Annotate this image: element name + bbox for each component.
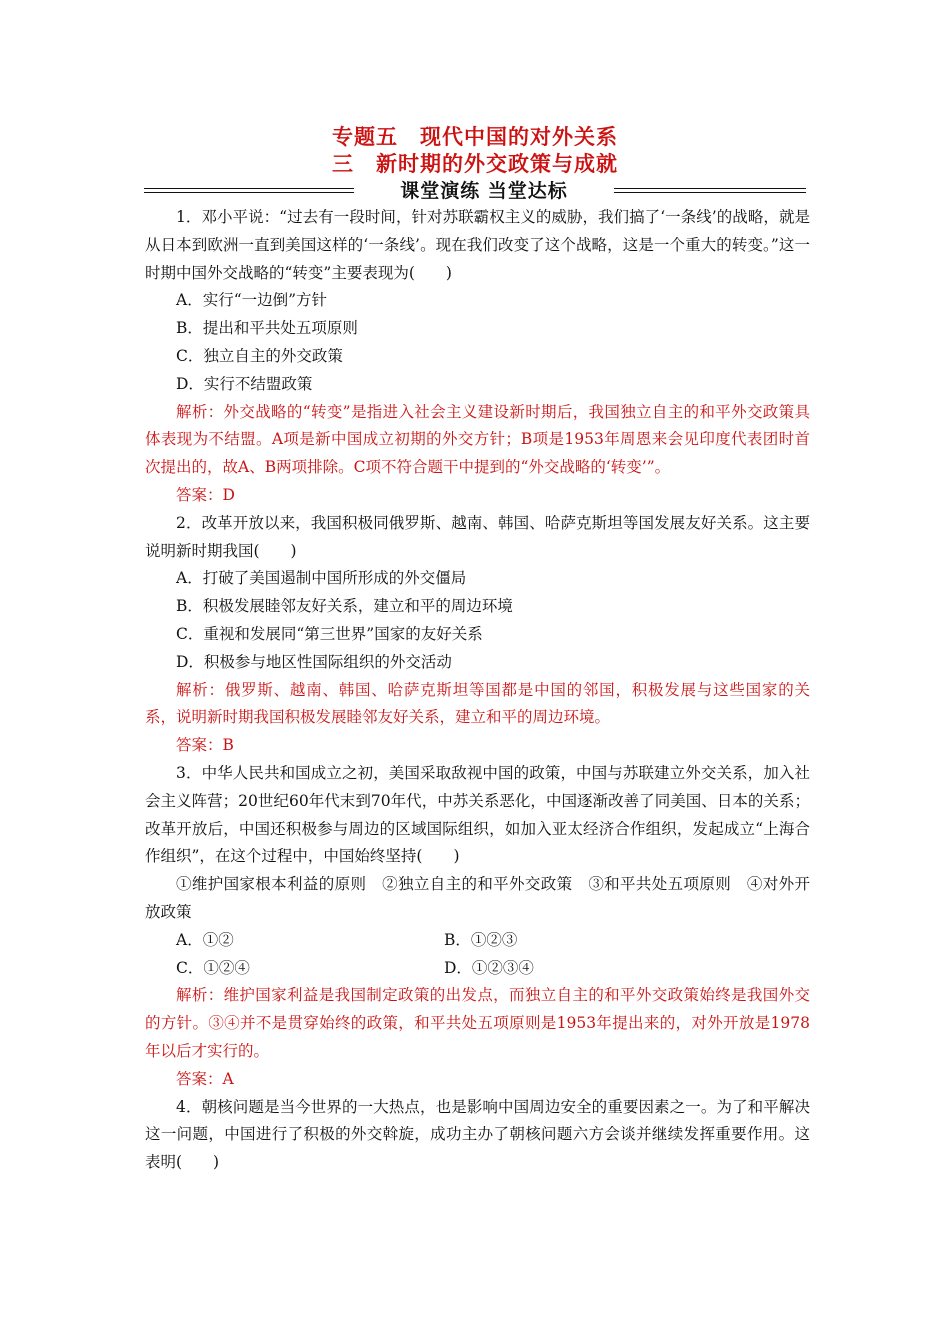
banner-rule-left [144, 188, 354, 193]
question-4-stem: 4．朝核问题是当今世界的一大热点，也是影响中国周边安全的重要因素之一。为了和平解决这一问题，中国进行了积极的外交斡旋，成功主办了朝核问题六方会谈并继续发挥重要作用。这表明( ) [145, 1097, 810, 1172]
question-1-analysis: 解析：外交战略的“转变”是指进入社会主义建设新时期后，我国独立自主的和平外交政策具体表现为不结盟。A项是新中国成立初期的外交方针；B项是1953年周恩来会见印度代表团时首次提出的，故A、B两项排除。C项不符合题干中提到的“外交战略的‘转变’”。 [145, 402, 810, 477]
question-1-option-b: B．提出和平共处五项原则 [176, 319, 358, 338]
question-2-analysis: 解析：俄罗斯、越南、韩国、哈萨克斯坦等国都是中国的邻国，积极发展与这些国家的关系，说明新时期我国积极发展睦邻友好关系，建立和平的周边环境。 [145, 680, 810, 727]
question-2-option-d: D．积极参与地区性国际组织的外交活动 [176, 652, 452, 671]
lesson-title: 三 新时期的外交政策与成就 [332, 151, 618, 176]
question-2-option-c: C．重视和发展同“第三世界”国家的友好关系 [176, 624, 483, 643]
question-1-option-c: C．独立自主的外交政策 [176, 346, 343, 365]
question-3-option-d: D．①②③④ [444, 958, 534, 977]
question-3-options-row-1 [145, 927, 810, 955]
question-2-stem: 2．改革开放以来，我国积极同俄罗斯、越南、韩国、哈萨克斯坦等国发展友好关系。这主要说明新时期我国( ) [145, 513, 810, 560]
question-3-stem: 3．中华人民共和国成立之初，美国采取敌视中国的政策，中国与苏联建立外交关系，加入社会主义阵营；20世纪60年代末到70年代，中苏关系恶化，中国逐渐改善了同美国、日本的关系；改革开放后，中国还积极参与周边的区域国际组织，如加入亚太经济合作组织，发起成立“上海合作组织”，在这个过程中，中国始终坚持( ) [145, 763, 810, 866]
question-3-option-a: A．①② [176, 930, 234, 949]
banner-text: 课堂演练 当堂达标 [400, 180, 568, 202]
question-2-answer: 答案：B [176, 736, 234, 755]
question-3-answer: 答案：A [176, 1069, 234, 1088]
question-3-items: ①维护国家根本利益的原则 ②独立自主的和平外交政策 ③和平共处五项原则 ④对外开放政策 [145, 875, 810, 921]
question-1-stem: 1．邓小平说：“过去有一段时间，针对苏联霸权主义的威胁，我们搞了‘一条线’的战略，就是从日本到欧洲一直到美国这样的‘一条线’。现在我们改变了这个战略，这是一个重大的转变。”这一时期中国外交战略的“转变”主要表现为( ) [145, 208, 811, 282]
question-2-option-b: B．积极发展睦邻友好关系，建立和平的周边环境 [176, 597, 513, 616]
question-1-option-a: A．实行“一边倒”方针 [176, 291, 328, 310]
question-1-answer: 答案：D [176, 485, 235, 504]
banner-rule-right [614, 188, 806, 193]
question-1-option-d: D．实行不结盟政策 [176, 374, 313, 393]
question-3-option-c: C．①②④ [176, 958, 250, 977]
question-list [145, 204, 810, 1177]
question-3-options-row-2 [145, 955, 810, 983]
question-3-analysis: 解析：维护国家利益是我国制定政策的出发点，而独立自主的和平外交政策始终是我国外交的方针。③④并不是贯穿始终的政策，和平共处五项原则是1953年提出来的，对外开放是1978年以后才实行的。 [145, 986, 810, 1060]
section-banner [144, 174, 806, 204]
question-3-option-b: B．①②③ [444, 930, 518, 949]
question-2-option-a: A．打破了美国遏制中国所形成的外交僵局 [176, 569, 467, 588]
topic-title: 专题五 现代中国的对外关系 [332, 124, 618, 149]
